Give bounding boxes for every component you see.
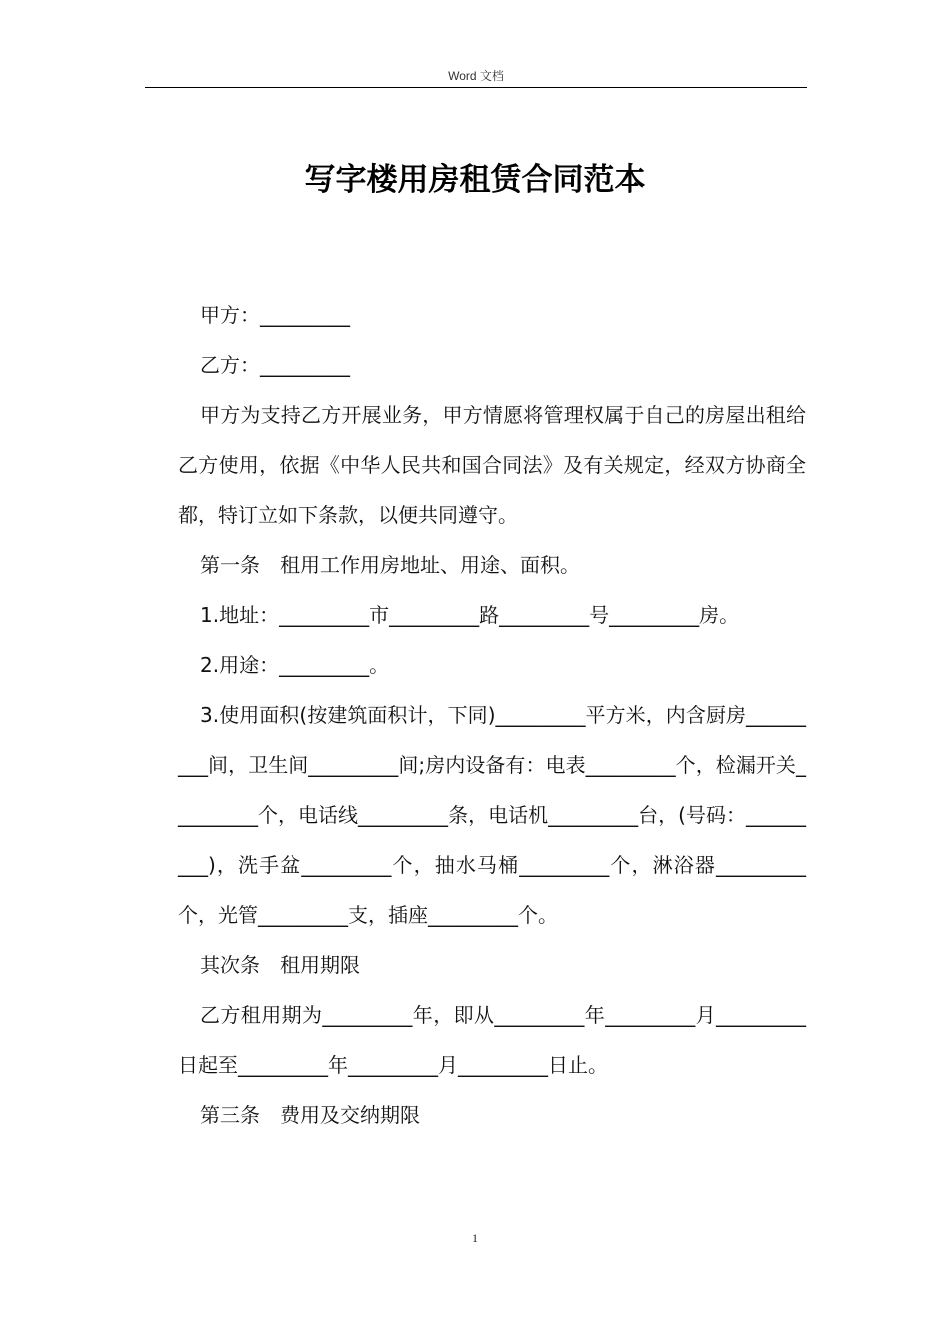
preamble-paragraph: 甲方为支持乙方开展业务，甲方情愿将管理权属于自己的房屋出租给乙方使用，依据《中华人民共和国合同法》及有关规定，经双方协商全都，特订立如下条款，以便共同遵守。 [178, 403, 806, 527]
article-1-area: 3.使用面积(按建筑面积计，下同)_________平方米，内含厨房_________间，卫生间_________间;房内设备有：电表_________个，检漏开关_________个，电话线_________条，电话机_________台，(号码：_________)，洗手盆_________个，抽水马桶_________个，淋浴器_________个，光管_________支，插座_________个。 [178, 703, 806, 927]
article-1-purpose: 2.用途：_________。 [200, 653, 390, 677]
article-1-heading: 第一条 租用工作用房地址、用途、面积。 [200, 553, 580, 577]
document-body [178, 290, 806, 1140]
article-3-heading: 第三条 费用及交纳期限 [200, 1103, 420, 1127]
party-b-line: 乙方：_________ [200, 353, 350, 377]
article-2-term: 乙方租用期为_________年，即从_________年_________月_________日起至_________年_________月_________日止。 [178, 1003, 806, 1077]
header-divider [145, 87, 807, 88]
page-header: Word 文档 [448, 69, 504, 83]
page-number: 1 [472, 1231, 478, 1245]
article-2-heading: 其次条 租用期限 [200, 953, 360, 977]
party-a-line: 甲方：_________ [200, 303, 350, 327]
article-1-address: 1.地址：_________市_________路_________号_________房。 [200, 603, 740, 627]
document-title: 写字楼用房租赁合同范本 [304, 162, 646, 198]
